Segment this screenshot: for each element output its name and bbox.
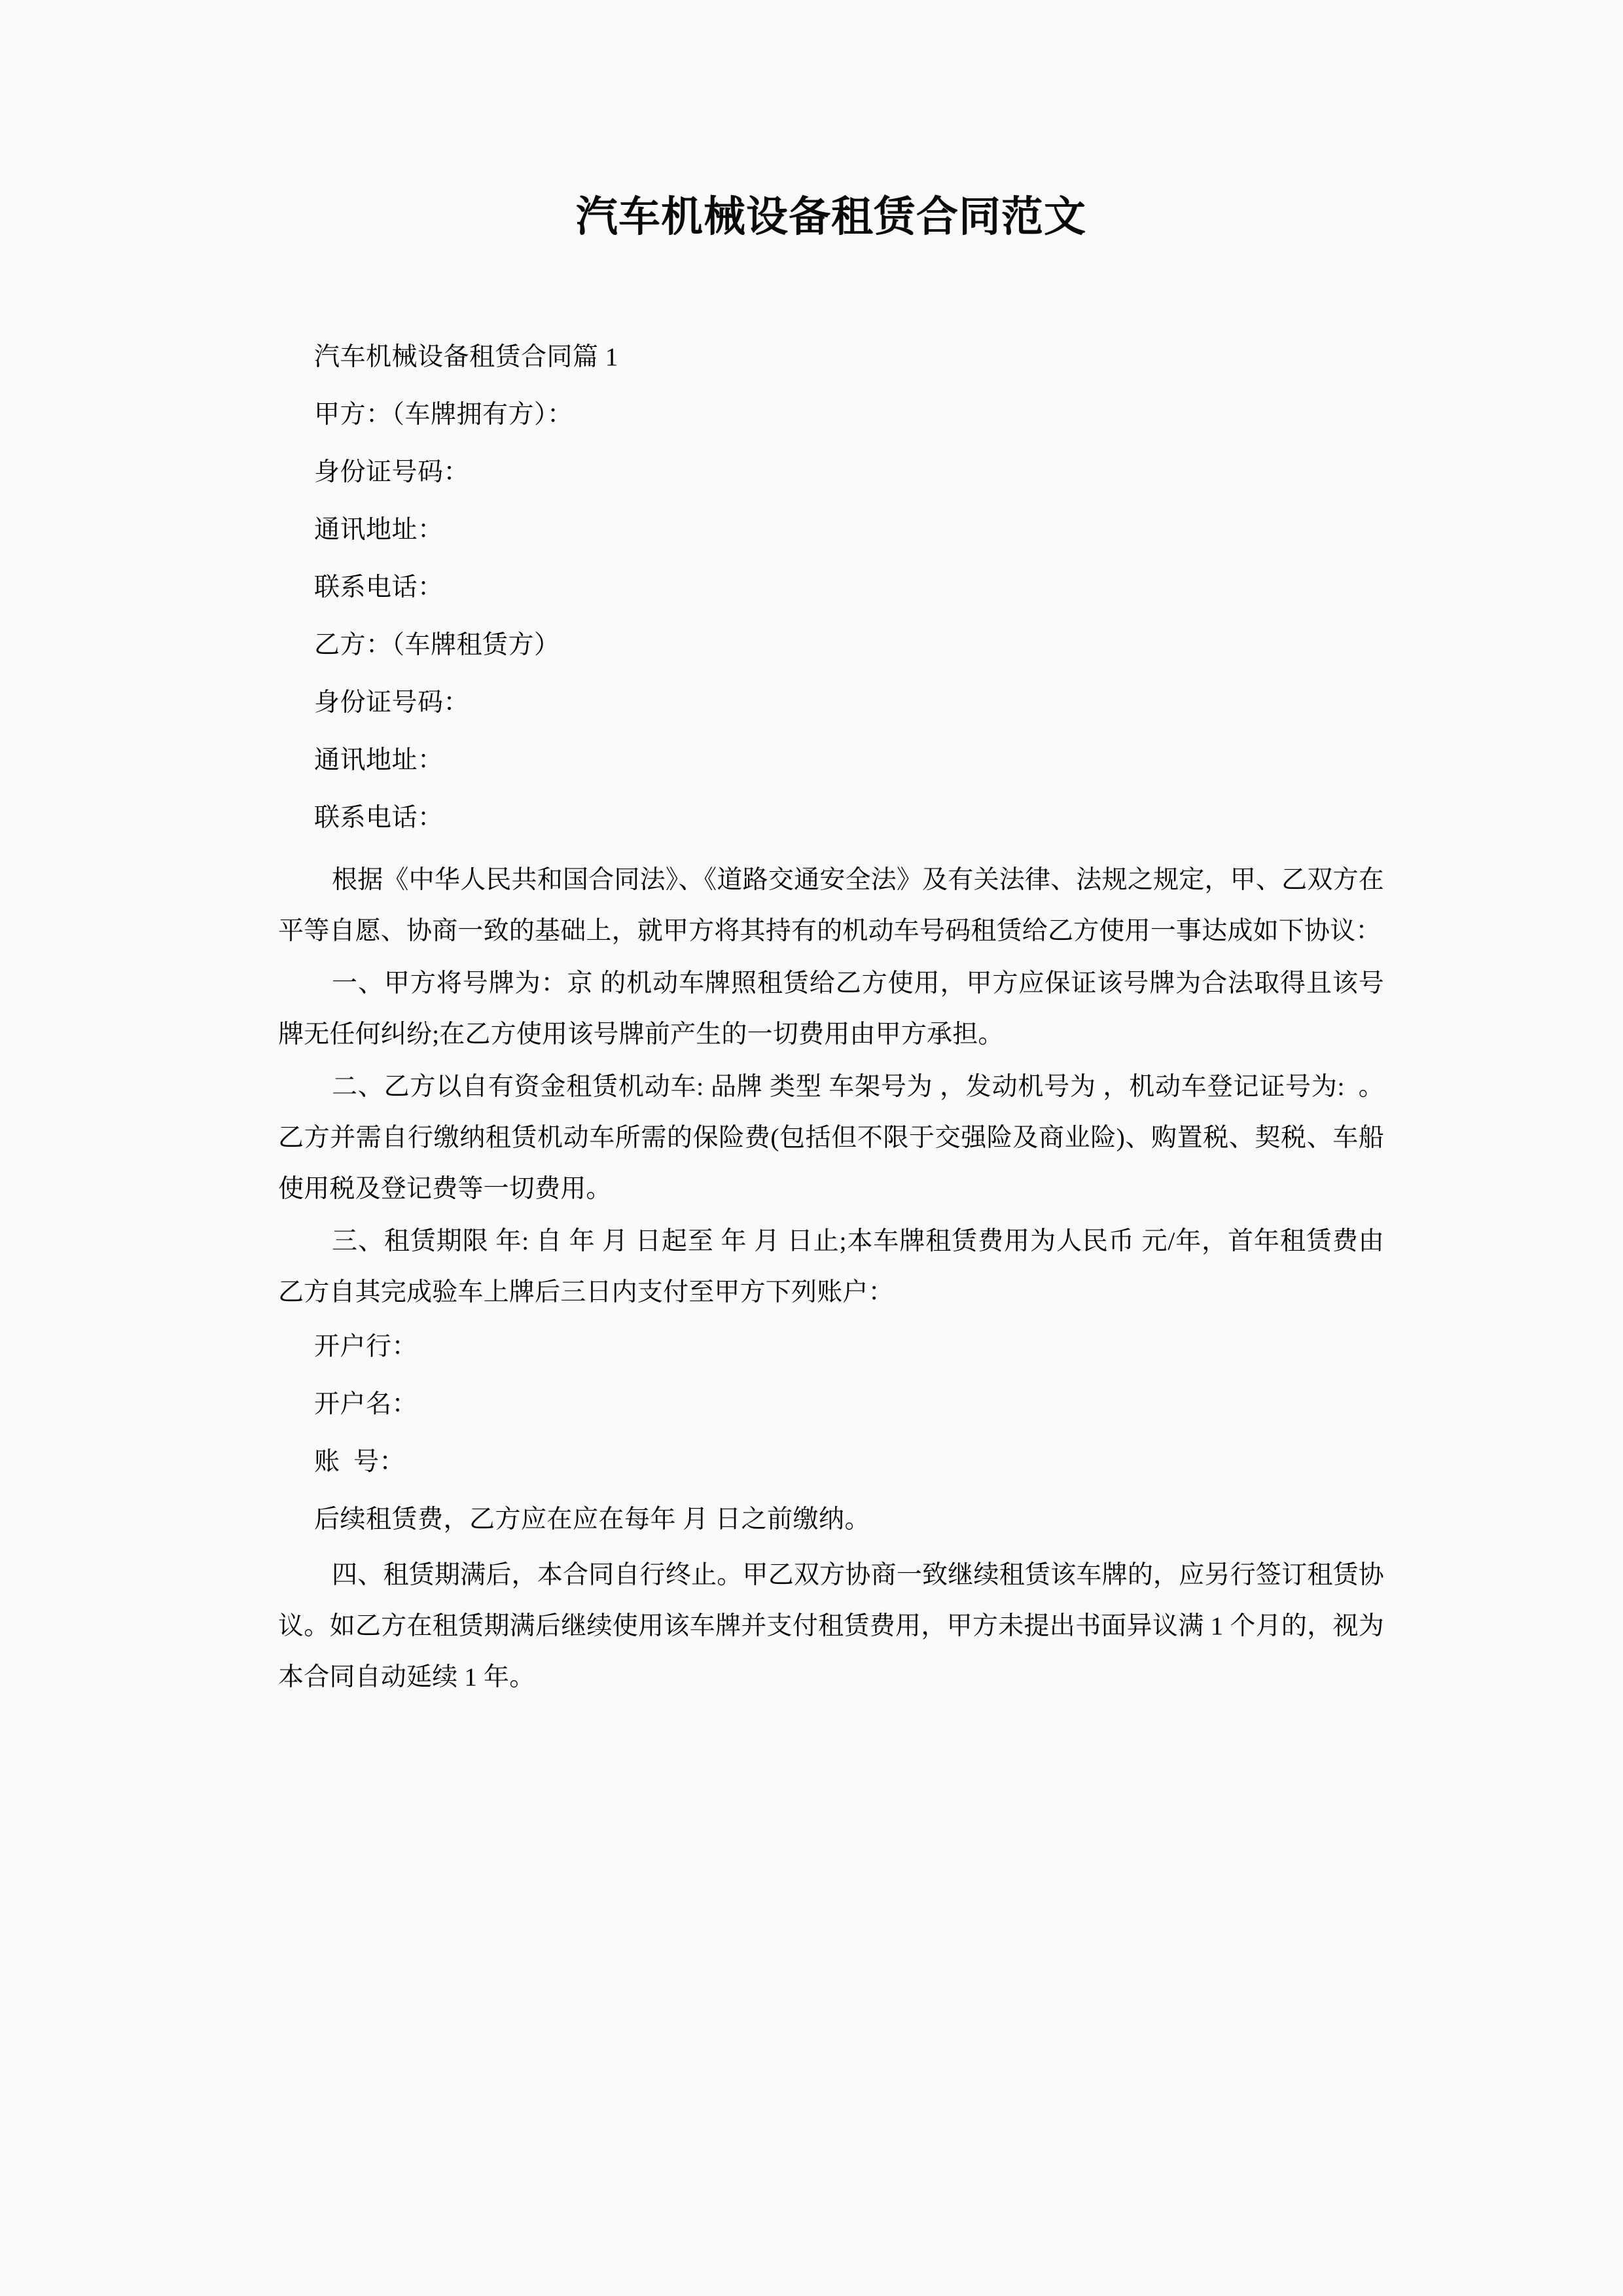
party-a-id-label: 身份证号码：	[314, 458, 470, 486]
party-a-label: 甲方：（车牌拥有方）：	[314, 401, 573, 429]
document-text-block	[278, 329, 1384, 1703]
section-heading-line: 汽车机械设备租赁合同篇 1	[314, 343, 618, 371]
account-number-label: 账 号：	[314, 1448, 406, 1476]
payment-note-line: 后续租赁费，乙方应在应在每年 月 日之前缴纳。	[314, 1505, 871, 1534]
party-b-id-label: 身份证号码：	[314, 689, 470, 717]
party-b-address-label: 通讯地址：	[314, 746, 444, 774]
document-title: 汽车机械设备租赁合同范文	[576, 193, 1086, 242]
account-name-label: 开户名：	[314, 1390, 418, 1418]
clause-1-paragraph: 一、甲方将号牌为：京 的机动车牌照租赁给乙方使用，甲方应保证该号牌为合法取得且该号牌无任何纠纷;在乙方使用该号牌前产生的一切费用由甲方承担。	[278, 969, 1384, 1049]
clause-2-paragraph: 二、乙方以自有资金租赁机动车: 品牌 类型 车架号为 ，发动机号为 ，机动车登记证号为: 。乙方并需自行缴纳租赁机动车所需的保险费(包括但不限于交强险及商业险)、购置税、契税、车船使用税及登记费等一切费用。	[278, 1073, 1384, 1203]
preamble-paragraph: 根据《中华人民共和国合同法》、《道路交通安全法》及有关法律、法规之规定，甲、乙双方在平等自愿、协商一致的基础上，就甲方将其持有的机动车号码租赁给乙方使用一事达成如下协议：	[278, 866, 1384, 945]
clause-3-paragraph: 三、租赁期限 年: 自 年 月 日起至 年 月 日止;本车牌租赁费用为人民币 元/年，首年租赁费由乙方自其完成验车上牌后三日内支付至甲方下列账户：	[278, 1227, 1384, 1306]
clause-4-paragraph: 四、租赁期满后，本合同自行终止。甲乙双方协商一致继续租赁该车牌的，应另行签订租赁协议。如乙方在租赁期满后继续使用该车牌并支付租赁费用，甲方未提出书面异议满 1 个月的，视为本合同自动延续 1 年。	[278, 1561, 1384, 1691]
bank-name-label: 开户行：	[314, 1333, 418, 1361]
party-a-address-label: 通讯地址：	[314, 516, 444, 544]
party-b-phone-label: 联系电话：	[314, 804, 444, 832]
party-b-label: 乙方：（车牌租赁方）	[314, 631, 560, 659]
party-a-phone-label: 联系电话：	[314, 573, 444, 601]
document-body	[278, 0, 1384, 1703]
